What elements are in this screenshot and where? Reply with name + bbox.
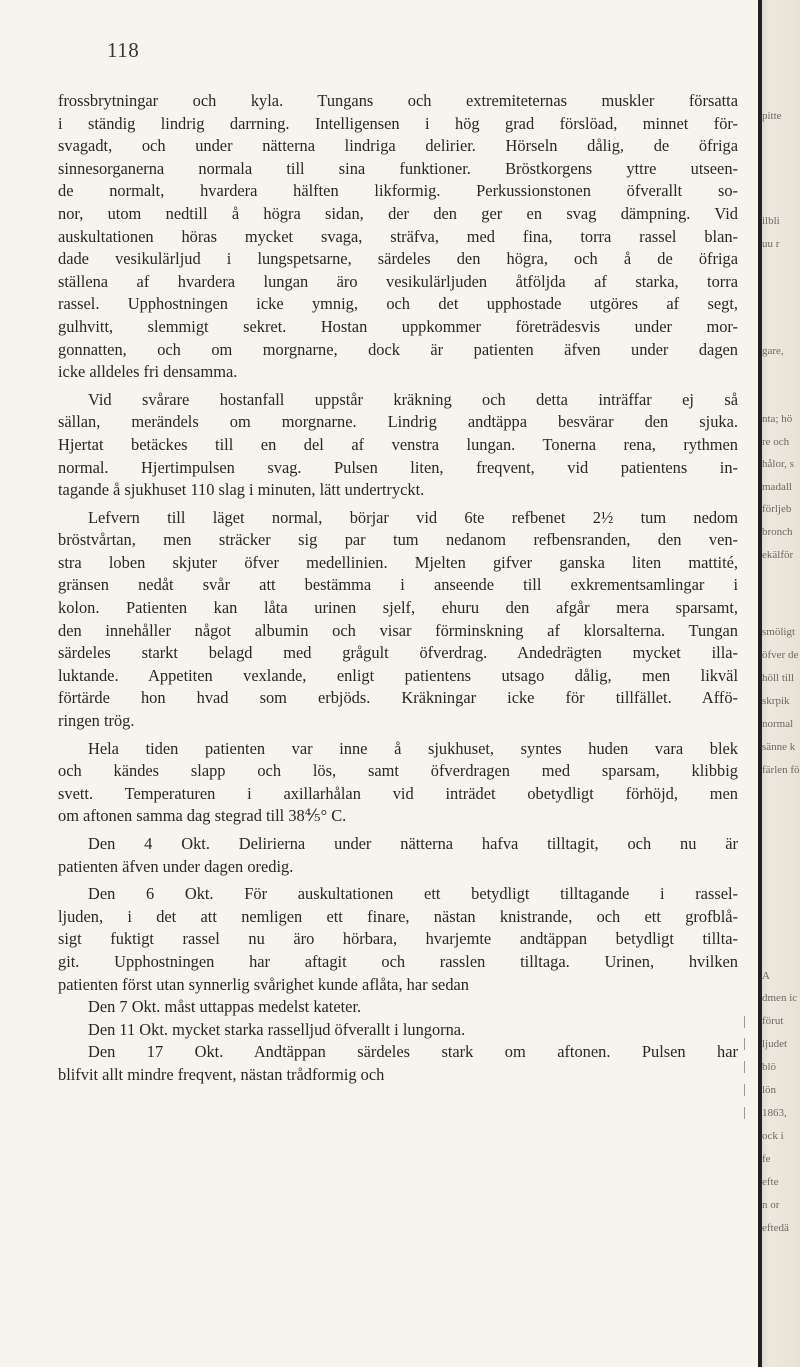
opposite-page-edge (758, 0, 800, 1367)
text-line: stra loben skjuter öfver medellinien. Mjelten gifver ganska liten mattité, (58, 552, 738, 572)
text-line: om aftonen samma dag stegrad till 38⅘° C. (58, 806, 347, 826)
bleed-fragment: förut (762, 1015, 784, 1027)
text-line: kolon. Patienten kan låta urinen sjelf, ehuru den afgår mera sparsamt, (58, 598, 738, 618)
text-line: tagande å sjukhuset 110 slag i minuten, lätt undertryckt. (58, 480, 425, 500)
bleed-fragment: smöligt (762, 626, 796, 638)
diary-entry: Den 7 Okt. måst uttappas medelst kateter. (88, 997, 362, 1017)
bleed-fragment: öfver de (762, 649, 799, 661)
text-line: dade vesikulärljud i lungspetsarne, särdeles den högra, och å de öfriga (58, 249, 738, 269)
text-line: frossbrytningar och kyla. Tungans och extremiteternas muskler försatta (58, 91, 738, 110)
binding-mark (744, 1016, 755, 1028)
page-number: 118 (107, 38, 140, 62)
text-line: sigt fuktigt rassel nu äro hörbara, hvarjemte andtäppan betydligt tillta- (58, 929, 738, 949)
bleed-fragment: höll till (762, 672, 795, 684)
binding-mark (744, 1061, 755, 1073)
text-line: i ständig lindrig darrning. Intelligensen i hög grad förslöad, minnet för- (58, 113, 738, 133)
bleed-fragment: eftedä (762, 1222, 789, 1234)
text-line: bröstvårtan, men sträcker sig par tum nedanom refbensranden, den ven- (58, 530, 738, 550)
binding-mark (744, 1107, 755, 1119)
text-line: normal. Hjertimpulsen svag. Pulsen liten, freqvent, vid patientens in- (58, 457, 738, 477)
bleed-fragment: A (762, 970, 770, 982)
text-line: gränsen nedåt svår att bestämma i anseende till exkrementsamlingar i (58, 575, 738, 595)
binding-mark (744, 1084, 755, 1096)
body-text (58, 90, 738, 1087)
bleed-fragment: ljudet (762, 1038, 788, 1050)
bleed-fragment: 1863, (762, 1107, 787, 1119)
text-line: och kändes slapp och lös, samt öfverdragen med sparsam, klibbig (58, 761, 738, 781)
bleed-fragment: n or (762, 1199, 780, 1211)
paragraph-start: Lefvern till läget normal, börjar vid 6te refbenet 2½ tum nedom (88, 507, 738, 527)
text-line: gulhvitt, slemmigt sekret. Hostan uppkommer företrädesvis under mor- (58, 316, 738, 336)
text-line: svett. Temperaturen i axillarhålan vid inträdet obetydligt förhöjd, men (58, 783, 738, 803)
text-line: rassel. Upphostningen icke ymnig, och det upphostade utgöres af segt, (58, 294, 738, 314)
bleed-fragment: ekälför (762, 549, 794, 561)
bleed-fragment: hålor, s (762, 458, 794, 470)
text-line: de normalt, hvardera hälften likformig. Perkussionstonen öfverallt so- (58, 181, 738, 201)
text-line: git. Upphostningen har aftagit och rasslen tilltaga. Urinen, hvilken (58, 951, 738, 971)
text-line: patienten äfven under dagen oredig. (58, 856, 294, 876)
text-line: sinnesorganerna normala till sina funktioner. Bröstkorgens yttre utseen- (58, 158, 738, 178)
diary-entry: Den 17 Okt. Andtäppan särdeles stark om aftonen. Pulsen har (88, 1042, 738, 1062)
text-line: ställena af hvardera lungan äro vesikulärljuden åtföljda af starka, torra (58, 271, 738, 291)
text-line: den innehåller något albumin och visar förminskning af klorsalterna. Tungan (58, 620, 738, 640)
bleed-fragment: blö (762, 1061, 777, 1073)
bleed-fragment: lön (762, 1084, 777, 1096)
diary-entry: Den 11 Okt. mycket starka rasselljud öfverallt i lungorna. (88, 1019, 466, 1039)
paragraph-start: Hela tiden patienten var inne å sjukhuset, syntes huden vara blek (88, 738, 738, 758)
text-line: särdeles starkt belagd med grågult öfverdrag. Andedrägten mycket illa- (58, 643, 738, 663)
bleed-fragment: sänne k (762, 741, 796, 753)
text-line: auskultationen höras mycket svaga, sträfva, med fina, torra rassel blan- (58, 226, 738, 246)
bleed-fragment: förljeb (762, 503, 792, 515)
bleed-fragment: skrpik (762, 695, 790, 707)
text-line: icke alldeles fri densamma. (58, 362, 238, 382)
text-line: ringen trög. (58, 711, 135, 731)
text-line: ljuden, i det att nemligen ett finare, nästan knistrande, och ett grofblå- (58, 906, 738, 926)
bleed-fragment: madall (762, 481, 792, 493)
text-line: förtärde hon hvad som erbjöds. Kräkningar icke för tillfället. Affö- (58, 688, 738, 708)
paragraph-start: Vid svårare hostanfall uppstår kräkning och detta inträffar ej så (88, 389, 738, 409)
bleed-fragment: uu r (762, 238, 780, 250)
bleed-fragment: ilbli (762, 215, 780, 227)
bleed-fragment: bronch (762, 526, 793, 538)
text-line: sällan, merändels om morgnarne. Lindrig andtäppa besvärar den sjuka. (58, 412, 738, 432)
text-line: Hjertat betäckes till en del af venstra lungan. Tonerna rena, rythmen (58, 434, 738, 454)
bleed-fragment: pitte (762, 110, 782, 122)
text-line: nor, utom nedtill å högra sidan, der den ger en svag dämpning. Vid (58, 203, 738, 223)
binding-mark (744, 1038, 755, 1050)
diary-entry: Den 4 Okt. Delirierna under nätterna hafva tilltagit, och nu är (88, 834, 738, 853)
bleed-fragment: nta; hö (762, 413, 793, 425)
bleed-fragment: ock i (762, 1130, 784, 1142)
bleed-fragment: gare, (762, 345, 784, 357)
bleed-fragment: efte (762, 1176, 779, 1188)
text-line: blifvit allt mindre freqvent, nästan trådformig och (58, 1064, 385, 1084)
text-line: patienten först utan synnerlig svårighet kunde aflåta, har sedan (58, 974, 469, 994)
diary-entry: Den 6 Okt. För auskultationen ett betydligt tilltagande i rassel- (88, 884, 738, 904)
bleed-fragment: dmen ic (762, 992, 798, 1004)
text-line: gonnatten, och om morgnarne, dock är patienten äfven under dagen (58, 339, 738, 359)
bleed-fragment: re och (762, 436, 790, 448)
bleed-fragment: normal (762, 718, 794, 730)
bleed-fragment: färlen fö (762, 764, 800, 776)
text-line: svagadt, och under nätterna lindriga delirier. Hörseln dålig, de öfriga (58, 136, 738, 156)
bleed-fragment: fe (762, 1153, 771, 1165)
text-line: luktande. Appetiten vexlande, enligt patientens utsago dålig, men likväl (58, 665, 738, 685)
